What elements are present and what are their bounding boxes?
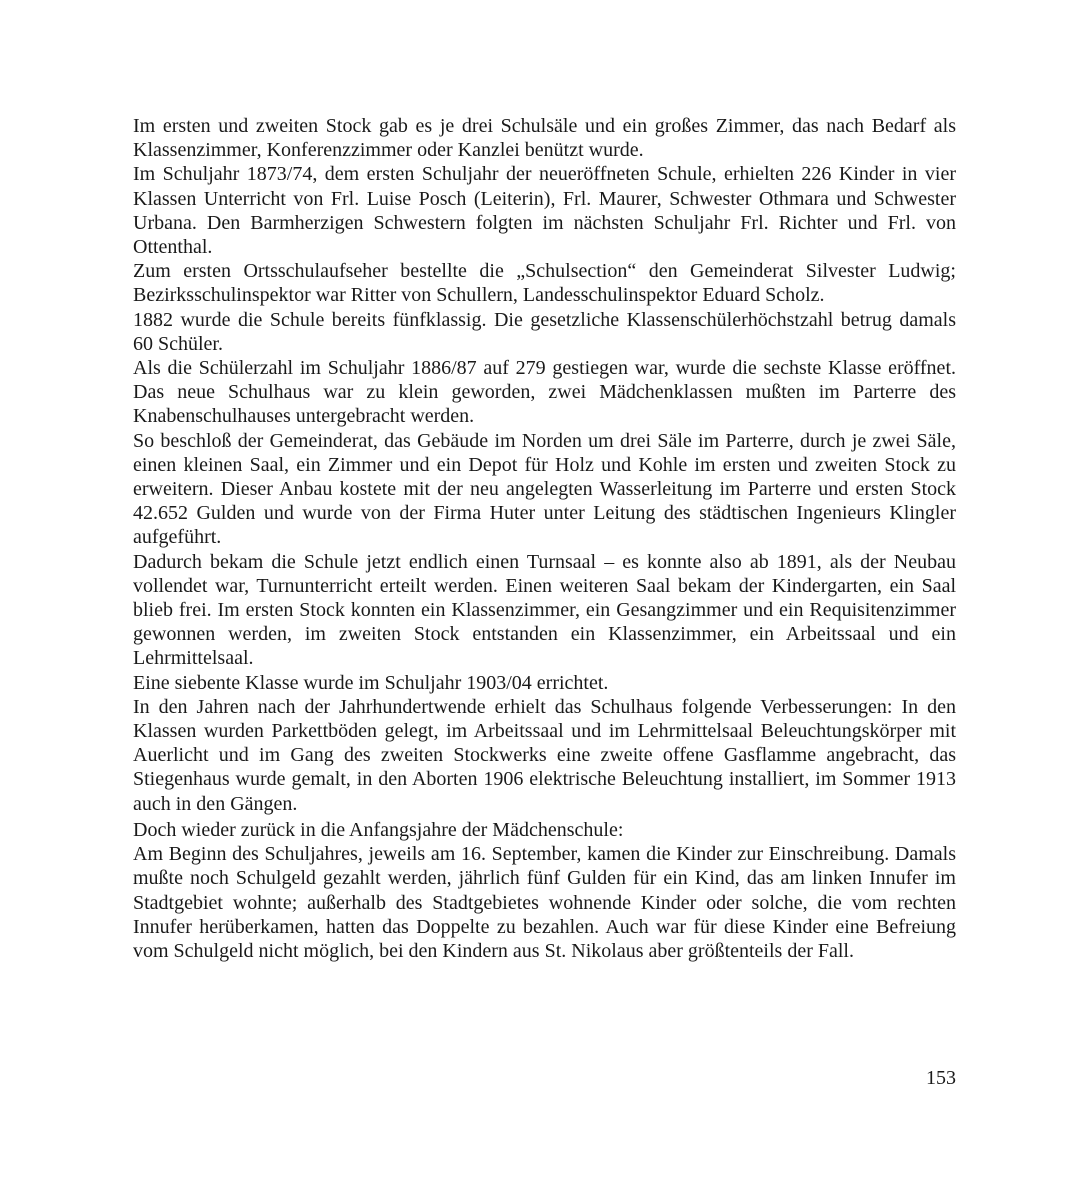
paragraph-1: Im ersten und zweiten Stock gab es je drei Schulsäle und ein großes Zimmer, das nach Bedarf als Klassenzimmer, Konferenzzimmer oder Kanzlei benützt wurde. <box>133 115 956 162</box>
paragraph-7: Dadurch bekam die Schule jetzt endlich einen Turnsaal – es konnte also ab 1891, als der Neubau vollendet war, Turnunterricht erteilt werden. Einen weiteren Saal bekam der Kindergarten, ein Saal blieb frei. Im ersten Stock konnten ein Klassenzimmer, ein Gesangzimmer und ein Requisitenzimmer gewonnen werden, im zweiten Stock entstanden ein Klassenzimmer, ein Arbeitssaal und ein Lehrmittelsaal. <box>133 550 956 670</box>
paragraph-11: Am Beginn des Schuljahres, jeweils am 16. September, kamen die Kinder zur Einschreibung. Damals mußte noch Schulgeld gezahlt werden, jährlich fünf Gulden für ein Kind, das am linken Innufer im Stadtgebiet wohnte; außerhalb des Stadtgebietes wohnende Kinder oder solche, die vom rechten Innufer herüberkamen, hatten das Doppelte zu bezahlen. Auch war für diese Kinder eine Befreiung vom Schulgeld nicht möglich, bei den Kindern aus St. Nikolaus aber größtenteils der Fall. <box>133 843 956 962</box>
paragraph-9: In den Jahren nach der Jahrhundertwende erhielt das Schulhaus folgende Verbesserungen: In den Klassen wurden Parkettböden gelegt, im Arbeitssaal und im Lehrmittelsaal Beleuchtungskörper mit Auerlicht und im Gang des zweiten Stockwerks eine zweite offene Gasflamme angebracht, das Stiegenhaus wurde gemalt, in den Aborten 1906 elektrische Beleuchtung installiert, im Sommer 1913 auch in den Gängen. <box>133 695 956 815</box>
paragraph-10: Doch wieder zurück in die Anfangsjahre der Mädchenschule: <box>133 818 624 841</box>
paragraph-6: So beschloß der Gemeinderat, das Gebäude im Norden um drei Säle im Parterre, durch je zwei Säle, einen kleinen Saal, ein Zimmer und ein Depot für Holz und Kohle im ersten und zweiten Stock zu erweitern. Dieser Anbau kostete mit der neu angelegten Wasserleitung im Parterre und ersten Stock 42.652 Gulden und wurde von der Firma Huter unter Leitung des städtischen Ingenieurs Klingler aufgeführt. <box>133 429 956 549</box>
paragraph-5: Als die Schülerzahl im Schuljahr 1886/87 auf 279 gestiegen war, wurde die sechste Klasse eröffnet. Das neue Schulhaus war zu klein geworden, zwei Mädchenklassen mußten im Parterre des Knabenschulhauses untergebracht werden. <box>133 357 956 428</box>
paragraph-8: Eine siebente Klasse wurde im Schuljahr 1903/04 errichtet. <box>133 671 609 694</box>
page-number: 153 <box>926 1067 956 1089</box>
paragraph-3: Zum ersten Ortsschulaufseher bestellte die „Schulsection“ den Gemeinderat Silvester Ludwig; Bezirksschulinspektor war Ritter von Schullern, Landesschulinspektor Eduard Scholz. <box>133 260 956 307</box>
paragraph-4: 1882 wurde die Schule bereits fünfklassig. Die gesetzliche Klassenschülerhöchstzahl betrug damals 60 Schüler. <box>133 308 956 355</box>
body-text <box>133 114 956 963</box>
paragraph-2: Im Schuljahr 1873/74, dem ersten Schuljahr der neueröffneten Schule, erhielten 226 Kinder in vier Klassen Unterricht von Frl. Luise Posch (Leiterin), Frl. Maurer, Schwester Othmara und Schwester Urbana. Den Barmherzigen Schwestern folgten im nächsten Schuljahr Frl. Richter und Frl. von Ottenthal. <box>133 163 956 259</box>
